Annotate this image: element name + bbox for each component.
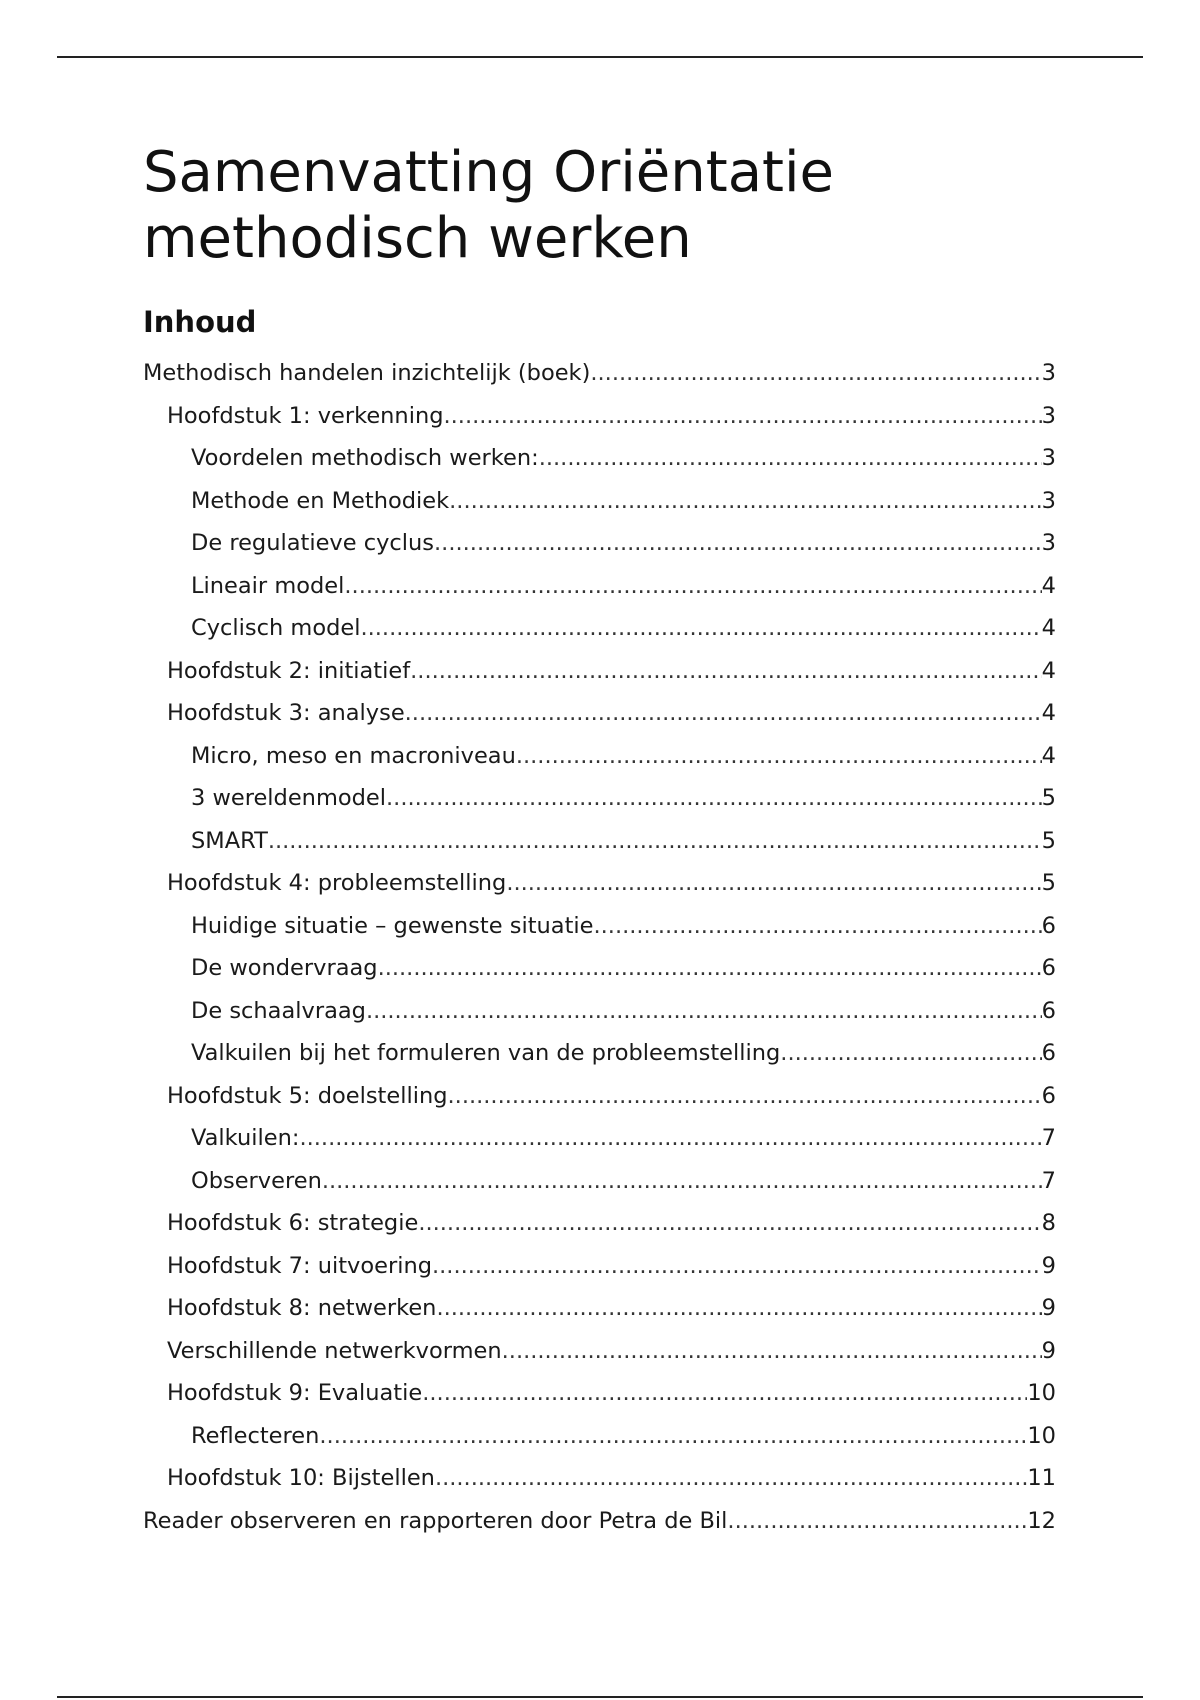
toc-entry-label: Methode en Methodiek [191, 487, 450, 514]
toc-entry-label: SMART [191, 827, 268, 854]
toc-page-number: 7 [1041, 1125, 1056, 1151]
toc-entry[interactable] [143, 1245, 1056, 1288]
toc-entry[interactable] [143, 777, 1056, 820]
toc-entry[interactable] [143, 1117, 1056, 1160]
toc-entry[interactable] [143, 1032, 1056, 1075]
header-rule [57, 56, 1143, 58]
toc-entry-label: Reflecteren [191, 1422, 320, 1449]
toc-entry-label: Reader observeren en rapporteren door Petra de Bil [143, 1507, 728, 1534]
toc-entry-label: Valkuilen: [191, 1125, 300, 1151]
toc-page-number: 5 [1041, 785, 1056, 811]
toc-entry-label: Verschillende netwerkvormen [167, 1337, 502, 1364]
toc-page-number: 9 [1041, 1295, 1056, 1321]
document-body [143, 140, 1056, 1542]
toc-dot-leader [727, 1500, 1027, 1543]
toc-page-number: 4 [1041, 700, 1056, 726]
toc-entry[interactable] [143, 437, 1056, 480]
toc-page-number: 6 [1041, 955, 1056, 981]
toc-dot-leader [432, 1245, 1042, 1288]
toc-page-number: 7 [1041, 1167, 1056, 1194]
toc-dot-leader [268, 820, 1042, 863]
toc-page-number: 3 [1041, 360, 1056, 386]
toc-entry-label: Lineair model [191, 572, 345, 599]
toc-page-number: 6 [1041, 997, 1056, 1024]
toc-entry-label: Cyclisch model [191, 615, 361, 641]
toc-dot-leader [516, 735, 1042, 778]
toc-dot-leader [434, 522, 1042, 565]
toc-entry-label: Hoofdstuk 3: analyse [167, 700, 405, 726]
toc-entry[interactable] [143, 395, 1056, 438]
toc-dot-leader [539, 437, 1042, 480]
toc-dot-leader [435, 1457, 1027, 1500]
toc-page-number: 9 [1041, 1252, 1056, 1279]
toc-entry[interactable] [143, 565, 1056, 608]
toc-page-number: 6 [1041, 912, 1056, 939]
toc-entry-label: Hoofdstuk 8: netwerken [167, 1295, 437, 1321]
toc-dot-leader [378, 947, 1042, 990]
toc-entry-label: Hoofdstuk 9: Evaluatie [167, 1380, 423, 1406]
toc-entry-label: De regulatieve cyclus [191, 530, 435, 556]
toc-page-number: 11 [1027, 1465, 1056, 1491]
toc-page-number: 5 [1041, 870, 1056, 896]
table-of-contents [143, 352, 1056, 1542]
toc-entry-label: Hoofdstuk 1: verkenning [167, 402, 444, 429]
toc-dot-leader [410, 650, 1042, 693]
toc-entry[interactable] [143, 862, 1056, 905]
toc-entry-label: Huidige situatie – gewenste situatie [191, 912, 594, 939]
toc-dot-leader [593, 905, 1041, 948]
toc-page-number: 3 [1041, 530, 1056, 556]
toc-entry[interactable] [143, 692, 1056, 735]
toc-dot-leader [506, 862, 1041, 905]
toc-page-number: 3 [1041, 402, 1056, 429]
toc-entry[interactable] [143, 352, 1056, 395]
toc-dot-leader [386, 777, 1042, 820]
toc-entry[interactable] [143, 735, 1056, 778]
toc-entry-label: Hoofdstuk 6: strategie [167, 1210, 419, 1236]
toc-page-number: 5 [1041, 827, 1056, 854]
toc-page-number: 10 [1027, 1380, 1056, 1406]
toc-page-number: 3 [1041, 487, 1056, 514]
toc-entry-label: Hoofdstuk 2: initiatief [167, 657, 411, 684]
toc-entry[interactable] [143, 607, 1056, 650]
toc-entry-label: De schaalvraag [191, 997, 366, 1024]
toc-entry[interactable] [143, 522, 1056, 565]
toc-dot-leader [319, 1415, 1027, 1458]
toc-page-number: 9 [1041, 1337, 1056, 1364]
toc-entry-label: Hoofdstuk 7: uitvoering [167, 1252, 432, 1279]
footer-rule [57, 1696, 1143, 1698]
toc-page-number: 4 [1041, 572, 1056, 599]
toc-page-number: 4 [1041, 657, 1056, 684]
toc-dot-leader [449, 480, 1042, 523]
toc-entry-label: Observeren [191, 1167, 322, 1194]
toc-dot-leader [360, 607, 1041, 650]
toc-entry-label: Hoofdstuk 10: Bijstellen [167, 1465, 435, 1491]
toc-dot-leader [299, 1117, 1041, 1160]
toc-dot-leader [422, 1372, 1027, 1415]
toc-dot-leader [590, 352, 1041, 395]
toc-entry-label: Voordelen methodisch werken: [191, 445, 539, 471]
toc-dot-leader [443, 395, 1041, 438]
toc-page-number: 4 [1041, 742, 1056, 769]
toc-entry[interactable] [143, 480, 1056, 523]
toc-page-number: 4 [1041, 615, 1056, 641]
toc-entry[interactable] [143, 650, 1056, 693]
toc-dot-leader [502, 1330, 1042, 1373]
toc-entry-label: Micro, meso en macroniveau [191, 742, 516, 769]
toc-entry[interactable] [143, 947, 1056, 990]
toc-dot-leader [344, 565, 1041, 608]
toc-dot-leader [418, 1202, 1041, 1245]
toc-entry-label: 3 wereldenmodel [191, 785, 387, 811]
toc-entry-label: Hoofdstuk 5: doelstelling [167, 1082, 448, 1109]
toc-entry[interactable] [143, 1500, 1056, 1543]
toc-dot-leader [366, 990, 1042, 1033]
toc-entry-label: Hoofdstuk 4: probleemstelling [167, 870, 507, 896]
toc-page-number: 6 [1041, 1082, 1056, 1109]
toc-entry[interactable] [143, 820, 1056, 863]
toc-entry[interactable] [143, 1372, 1056, 1415]
document-title: Samenvatting Oriëntatie methodisch werken [143, 140, 834, 271]
toc-entry[interactable] [143, 1160, 1056, 1203]
toc-dot-leader [322, 1160, 1042, 1203]
toc-entry-label: De wondervraag [191, 955, 378, 981]
toc-page-number: 3 [1041, 445, 1056, 471]
toc-entry[interactable] [143, 1075, 1056, 1118]
toc-dot-leader [436, 1287, 1041, 1330]
toc-dot-leader [448, 1075, 1042, 1118]
toc-entry[interactable] [143, 905, 1056, 948]
toc-heading: Inhoud [143, 305, 257, 339]
toc-entry[interactable] [143, 1330, 1056, 1373]
toc-entry-label: Methodisch handelen inzichtelijk (boek) [143, 360, 591, 386]
toc-page-number: 12 [1027, 1507, 1056, 1534]
toc-entry[interactable] [143, 1415, 1056, 1458]
toc-entry[interactable] [143, 1457, 1056, 1500]
toc-entry[interactable] [143, 1202, 1056, 1245]
toc-page-number: 6 [1041, 1040, 1056, 1066]
toc-entry-label: Valkuilen bij het formuleren van de probleemstelling [191, 1040, 781, 1066]
toc-entry[interactable] [143, 1287, 1056, 1330]
toc-page-number: 8 [1041, 1210, 1056, 1236]
toc-dot-leader [405, 692, 1042, 735]
toc-entry[interactable] [143, 990, 1056, 1033]
toc-dot-leader [780, 1032, 1041, 1075]
toc-page-number: 10 [1027, 1422, 1056, 1449]
